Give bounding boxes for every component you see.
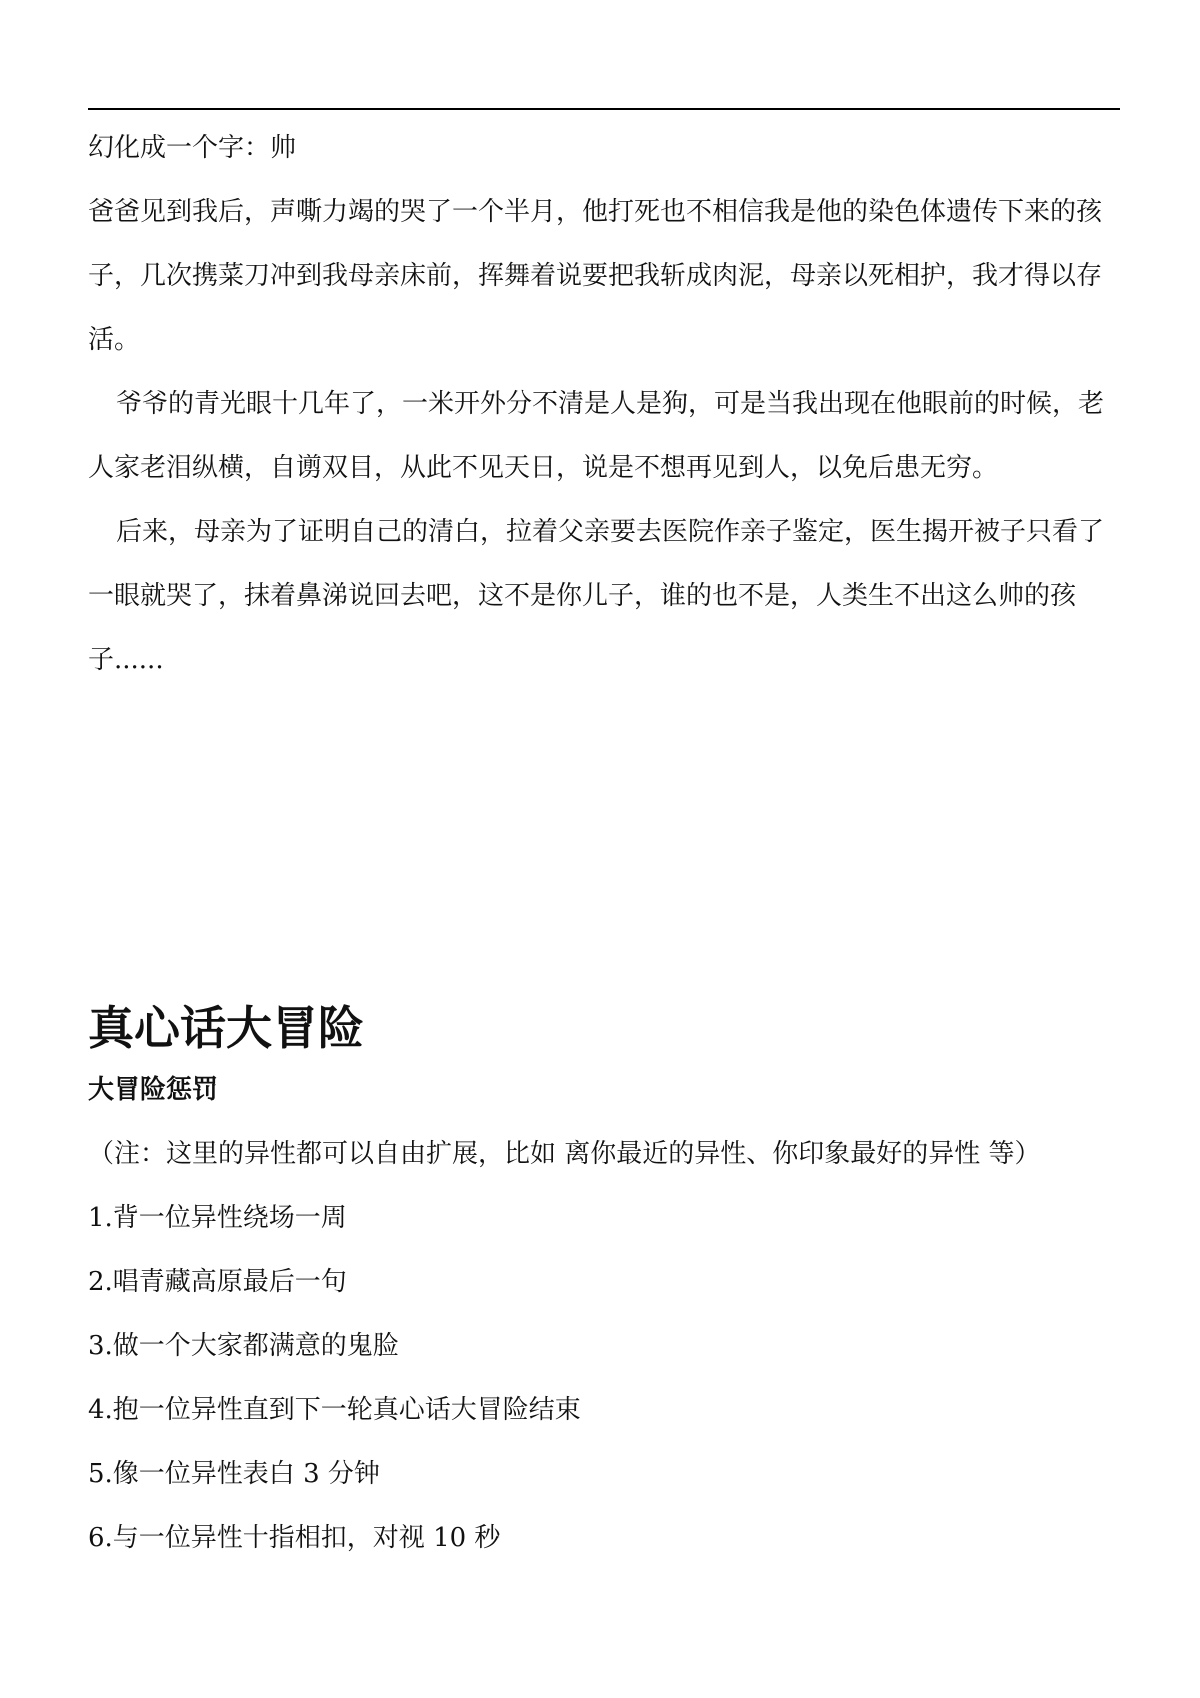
section-title: 真心话大冒险 [88, 1001, 364, 1055]
list-item: 6.与一位异性十指相扣，对视 10 秒 [88, 1523, 501, 1553]
header-rule [88, 108, 1120, 110]
list-item: 5.像一位异性表白 3 分钟 [88, 1459, 380, 1489]
story-text [88, 116, 1123, 692]
section-note: （注：这里的异性都可以自由扩展，比如 离你最近的异性、你印象最好的异性 等） [88, 1139, 1041, 1169]
list-item: 3.做一个大家都满意的鬼脸 [88, 1331, 399, 1361]
list-item: 4.抱一位异性直到下一轮真心话大冒险结束 [88, 1395, 581, 1425]
story-paragraph: 幻化成一个字：帅 [88, 133, 297, 163]
story-paragraph: 爷爷的青光眼十几年了，一米开外分不清是人是狗，可是当我出现在他眼前的时候，老人家老泪纵横，自谫双目，从此不见天日，说是不想再见到人，以免后患无穷。 [88, 389, 1105, 483]
penalty-list [88, 1186, 1120, 1570]
story-paragraph: 后来，母亲为了证明自己的清白，拉着父亲要去医院作亲子鉴定，医生揭开被子只看了一眼就哭了，抹着鼻涕说回去吧，这不是你儿子，谁的也不是，人类生不出这么帅的孩子...... [88, 517, 1105, 675]
section-subtitle: 大冒险惩罚 [88, 1075, 219, 1105]
list-item: 1.背一位异性绕场一周 [88, 1203, 347, 1233]
list-item: 2.唱青藏高原最后一句 [88, 1267, 347, 1297]
story-paragraph: 爸爸见到我后，声嘶力竭的哭了一个半月，他打死也不相信我是他的染色体遗传下来的孩子，几次携菜刀冲到我母亲床前，挥舞着说要把我斩成肉泥，母亲以死相护，我才得以存活。 [88, 197, 1103, 355]
